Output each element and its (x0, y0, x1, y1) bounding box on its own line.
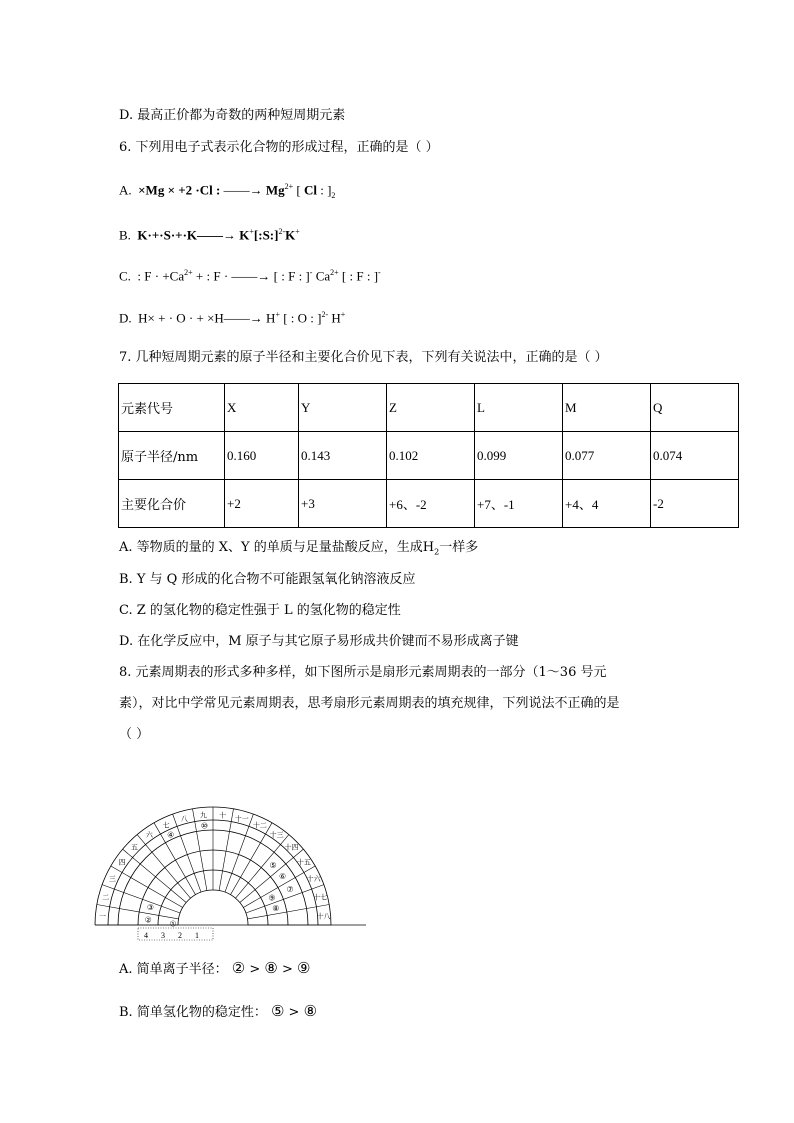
table-cell: 主要化合价 (119, 480, 225, 528)
q6-option-c: C. : $F \cdot +Ca^{2+}$ + : F · ——→ [ : F : ]- $Ca^{2+}$ [ : F : ]- (119, 268, 381, 284)
fan-spoke (173, 814, 201, 892)
fan-group-label: 十五 (296, 858, 311, 867)
fan-period-label: 4 (144, 931, 148, 940)
q8-option-b-expression (270, 1002, 318, 1020)
fan-group-label: 六 (145, 831, 153, 840)
table-cell: 原子半径/nm (119, 432, 225, 480)
table-row (119, 480, 739, 528)
q8-stem-line2: 素），对比中学常见元素周期表，思考扇形元素周期表的填充规律，下列说法不正确的是 (119, 696, 620, 711)
fan-periodic-table (98, 770, 388, 940)
circled-element-number: ② (231, 959, 246, 977)
q8-option-b: B. 简单氢化物的稳定性： ⑤ > ⑧ (119, 1002, 318, 1020)
table-cell: 0.099 (475, 432, 563, 480)
q7-option-c: C. Z 的氢化物的稳定性强于 L 的氢化物的稳定性 (119, 603, 401, 618)
q6-option-b: B. K·+·S·+·K——→ K+[:S:]$^{2-}$K+ (119, 227, 300, 243)
fan-group-label: 二 (102, 893, 110, 902)
circled-element-number: ⑨ (297, 959, 311, 977)
table-row (119, 384, 739, 432)
fan-element-mark: ⑥ (279, 872, 287, 882)
table-cell: L (475, 384, 563, 432)
greater-than-sign: > (284, 1005, 304, 1020)
fan-group-label: 七 (162, 821, 170, 830)
q8-option-a-expression (231, 959, 311, 977)
fan-ring (178, 890, 248, 925)
fan-element-mark: ⑧ (272, 904, 280, 914)
table-cell: Q (651, 384, 739, 432)
table-cell: 0.143 (299, 432, 387, 480)
table-cell: 0.077 (563, 432, 651, 480)
table-cell: 0.102 (387, 432, 475, 480)
fan-group-label: 九 (199, 811, 207, 820)
circled-element-number: ⑤ (270, 1002, 285, 1020)
q7-option-b: B. Y 与 Q 形成的化合物不可能跟氢氧化钠溶液反应 (119, 572, 416, 587)
q7-option-d: D. 在化学反应中，M 原子与其它原子易形成共价键而不易形成离子键 (119, 634, 519, 649)
table-cell: 0.074 (651, 432, 739, 480)
fan-group-label: 十二 (252, 821, 267, 830)
circled-element-number: ⑧ (264, 959, 278, 977)
fan-spoke (231, 823, 273, 895)
element-table (118, 383, 739, 528)
table-cell: -2 (651, 480, 739, 528)
fan-group-label: 十四 (284, 843, 299, 852)
q8-stem-line1: 8. 元素周期表的形式多种多样，如下图所示是扇形元素周期表的一部分（1～36 号元 (119, 665, 607, 680)
q6-stem: 6. 下列用电子式表示化合物的形成过程，正确的是（ ） (119, 140, 439, 155)
table-cell: +6、-2 (387, 480, 475, 528)
fan-element-mark: ② (144, 915, 152, 925)
fan-group-label: 十七 (313, 893, 328, 902)
fan-group-label: 十 (219, 811, 227, 820)
table-cell: +2 (225, 480, 299, 528)
fan-spoke (102, 885, 180, 913)
fan-spoke (108, 866, 183, 908)
fan-element-mark: ④ (167, 830, 175, 840)
fan-element-mark: ⑩ (200, 821, 208, 831)
greater-than-sign: > (277, 962, 298, 977)
fan-spoke (154, 823, 196, 895)
table-cell: +4、4 (563, 480, 651, 528)
table-cell: +7、-1 (475, 480, 563, 528)
fan-group-label: 十六 (306, 875, 321, 884)
fan-element-mark: ⑤ (269, 860, 277, 870)
table-row (119, 432, 739, 480)
fan-group-label: 四 (118, 858, 126, 867)
fan-group-label: 五 (131, 843, 139, 852)
table-cell: +3 (299, 480, 387, 528)
q7-option-a: A. 等物质的量的 X、Y 的单质与足量盐酸反应，生成$H_2$一样多 (119, 540, 479, 557)
q6-option-a: A. ×Mg × +2 ·Cl : ——→ $Mg^{2+}$ [ Cl : ]$_2$ (119, 182, 336, 200)
q5-option-d: D. 最高正价都为奇数的两种短周期元素 (119, 108, 346, 123)
circled-element-number: ⑧ (303, 1002, 318, 1020)
fan-period-label: 2 (178, 931, 182, 940)
fan-period-label: 1 (195, 931, 199, 940)
table-cell: M (563, 384, 651, 432)
fan-group-label: 十八 (316, 912, 331, 921)
fan-group-label: 十一 (234, 814, 249, 823)
fan-element-mark: ⑦ (286, 885, 294, 895)
fan-group-label: 三 (108, 875, 116, 884)
greater-than-sign: > (245, 962, 265, 977)
fan-spoke (225, 814, 253, 892)
fan-element-mark: ⑨ (268, 893, 276, 903)
q8-option-a: A. 简单离子半径： ② > ⑧ > ⑨ (119, 959, 311, 977)
fan-element-mark: ① (169, 919, 177, 929)
table-cell: Z (387, 384, 475, 432)
fan-group-label: 八 (180, 814, 188, 823)
fan-element-mark: ③ (146, 903, 155, 913)
table-cell: X (225, 384, 299, 432)
table-cell: 元素代号 (119, 384, 225, 432)
q7-stem: 7. 几种短周期元素的原子半径和主要化合价见下表，下列有关说法中，正确的是（ ） (119, 350, 608, 365)
fan-spoke (246, 885, 324, 913)
fan-period-labels (138, 928, 213, 940)
fan-group-labels (99, 810, 331, 920)
fan-group-label: 一 (98, 912, 106, 921)
q8-stem-line3: （ ） (119, 727, 150, 742)
fan-period-box (138, 928, 213, 940)
table-cell: Y (299, 384, 387, 432)
fan-group-label: 十三 (269, 831, 284, 840)
fan-period-label: 3 (161, 931, 165, 940)
q6-option-d: D. H× + · O · + ×H——→ H+ [ : O : ]$^{2-}$ H+ (119, 310, 346, 326)
fan-grid (95, 807, 366, 925)
table-cell: 0.160 (225, 432, 299, 480)
